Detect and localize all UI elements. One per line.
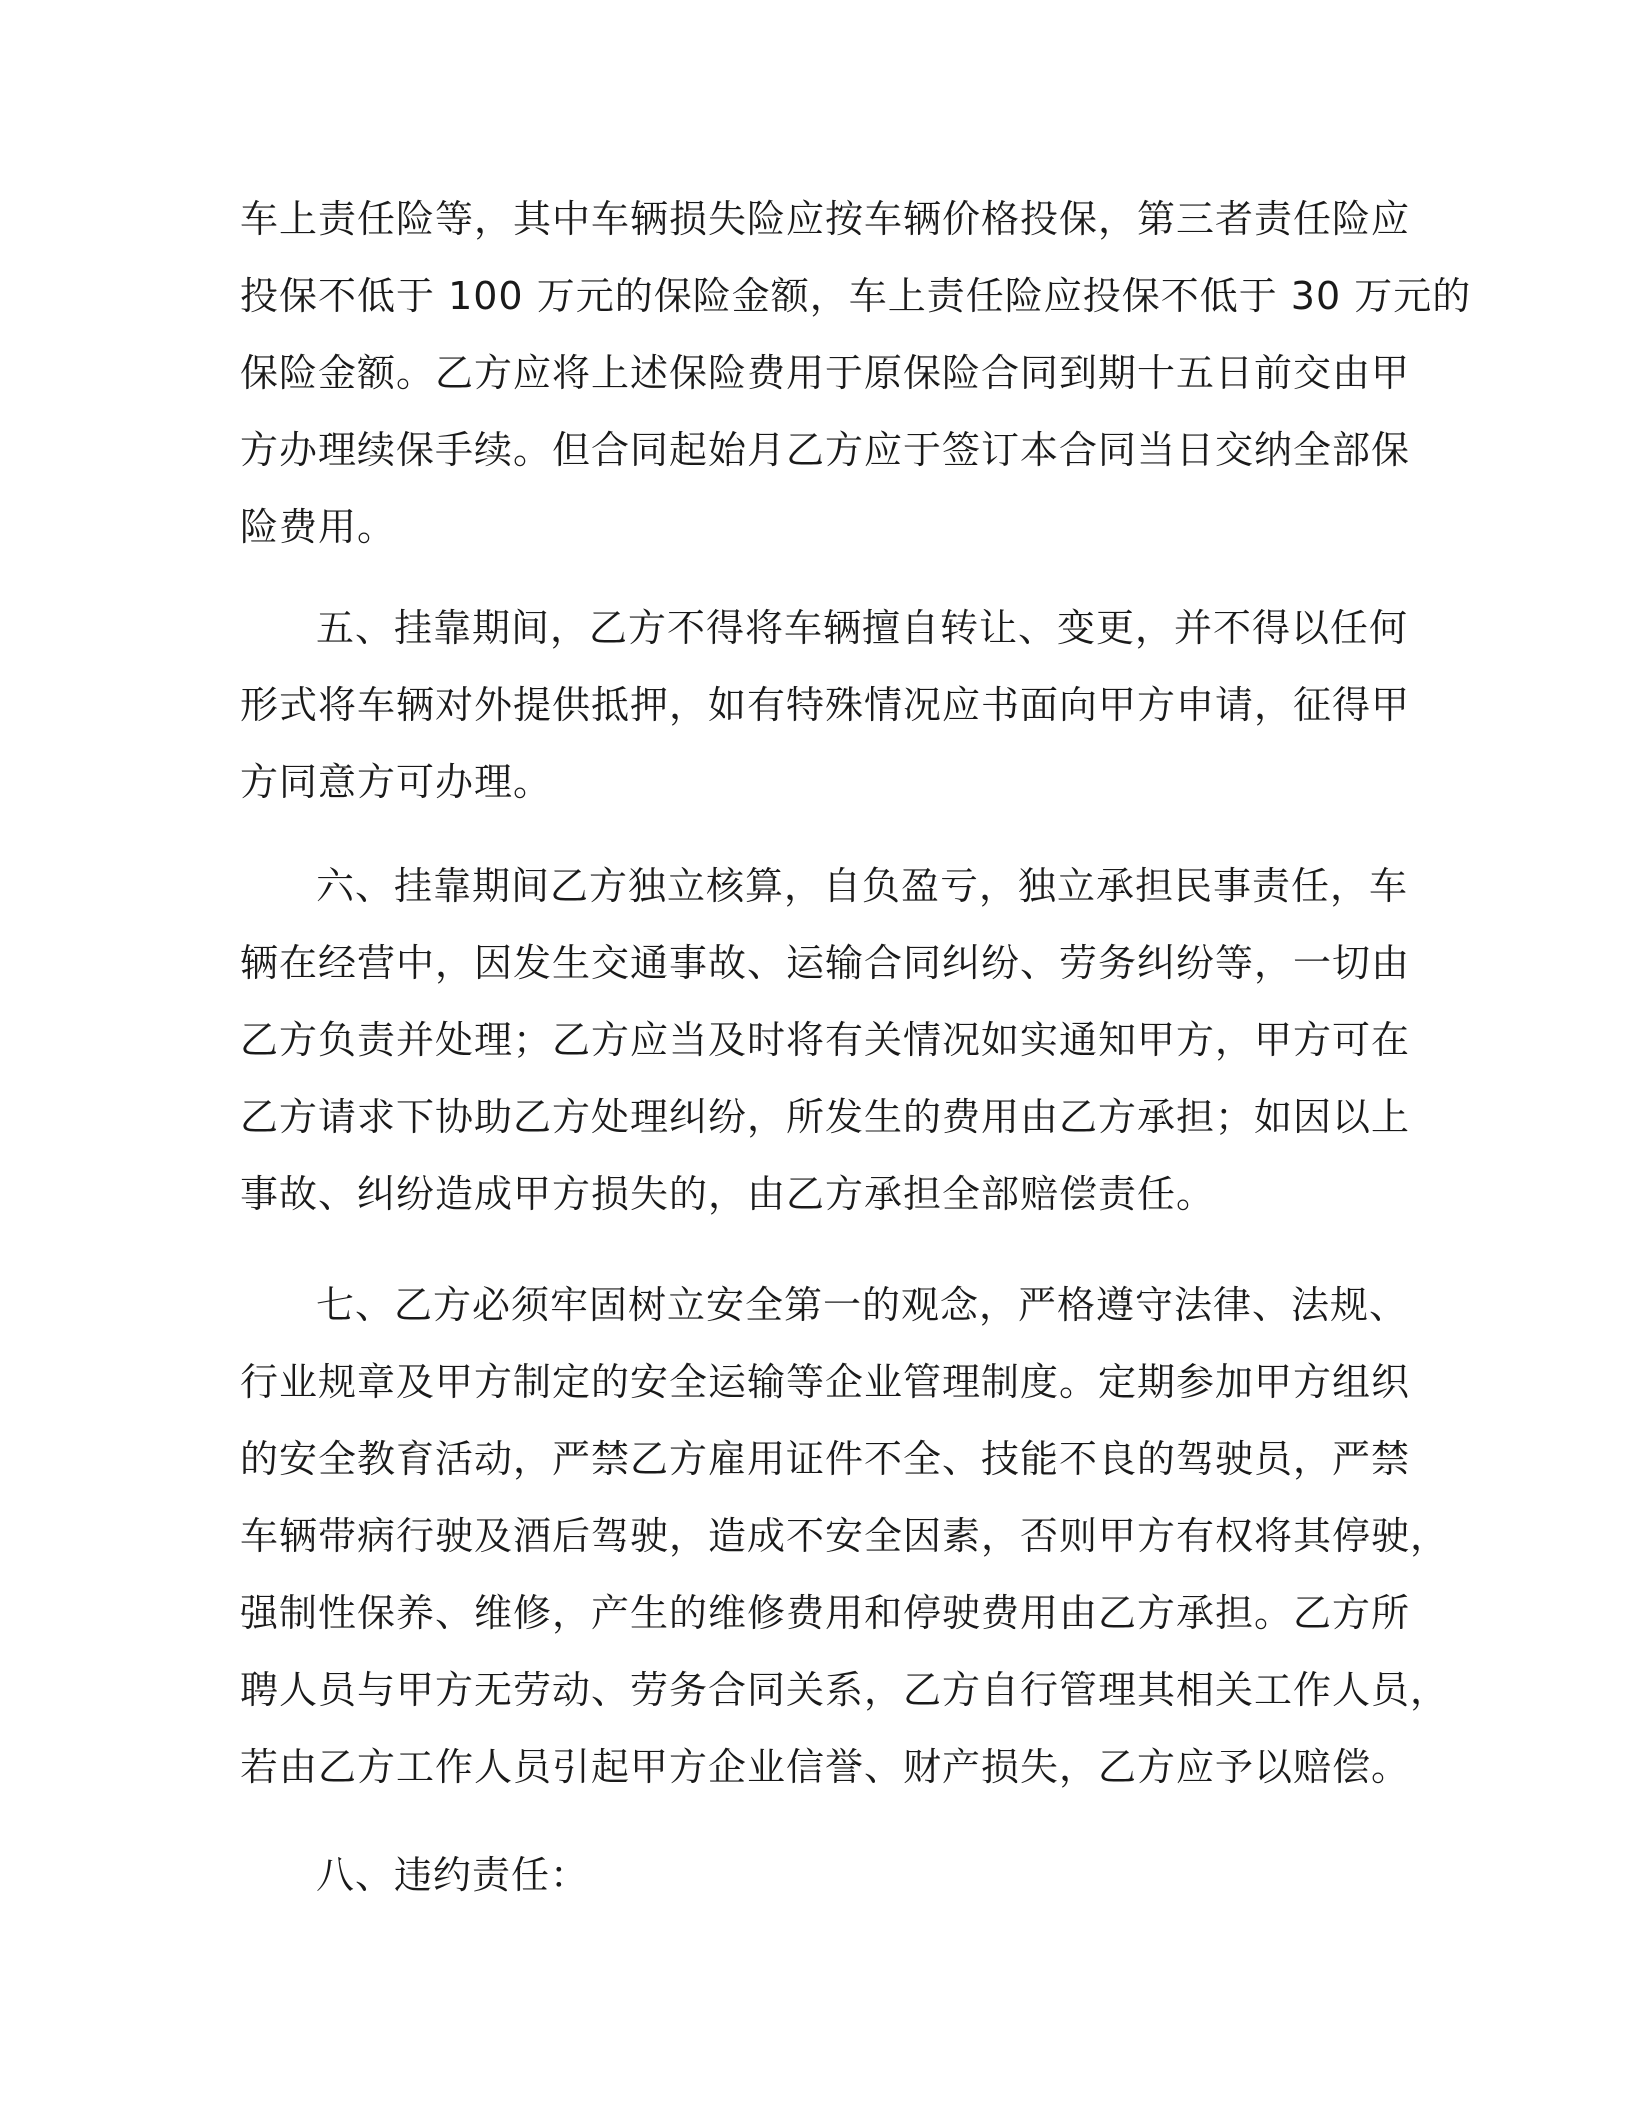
- text-line: 投保不低于 100 万元的保险金额，车上责任险应投保不低于 30 万元的: [240, 274, 1472, 318]
- text-line: 事故、纠纷造成甲方损失的，由乙方承担全部赔偿责任。: [240, 1172, 1216, 1216]
- text-line: 车上责任险等，其中车辆损失险应按车辆价格投保，第三者责任险应: [240, 197, 1411, 241]
- paragraph-clause-5: [240, 590, 1411, 821]
- text-line: 的安全教育活动，严禁乙方雇用证件不全、技能不良的驾驶员，严禁: [240, 1437, 1411, 1481]
- section-heading: 八、违约责任：: [316, 1853, 590, 1897]
- text-line: 聘人员与甲方无劳动、劳务合同关系，乙方自行管理其相关工作人员，: [240, 1668, 1450, 1712]
- text-line: 强制性保养、维修，产生的维修费用和停驶费用由乙方承担。乙方所: [240, 1591, 1411, 1635]
- paragraph-insurance-continued: [240, 181, 1472, 566]
- text-line: 险费用。: [240, 505, 397, 549]
- paragraph-clause-7: [240, 1267, 1450, 1806]
- paragraph-clause-8-heading: [240, 1837, 1400, 1914]
- text-line: 乙方负责并处理；乙方应当及时将有关情况如实通知甲方，甲方可在: [240, 1018, 1411, 1062]
- paragraph-clause-6: [240, 848, 1411, 1233]
- text-line: 五、挂靠期间，乙方不得将车辆擅自转让、变更，并不得以任何: [316, 606, 1409, 650]
- text-line: 辆在经营中，因发生交通事故、运输合同纠纷、劳务纠纷等，一切由: [240, 941, 1411, 985]
- text-line: 方同意方可办理。: [240, 760, 553, 804]
- text-line: 行业规章及甲方制定的安全运输等企业管理制度。定期参加甲方组织: [240, 1360, 1411, 1404]
- text-line: 七、乙方必须牢固树立安全第一的观念，严格遵守法律、法规、: [316, 1283, 1409, 1327]
- text-line: 方办理续保手续。但合同起始月乙方应于签订本合同当日交纳全部保: [240, 428, 1411, 472]
- text-line: 若由乙方工作人员引起甲方企业信誉、财产损失，乙方应予以赔偿。: [240, 1745, 1411, 1789]
- text-line: 六、挂靠期间乙方独立核算，自负盈亏，独立承担民事责任，车: [316, 864, 1409, 908]
- text-line: 车辆带病行驶及酒后驾驶，造成不安全因素，否则甲方有权将其停驶，: [240, 1514, 1450, 1558]
- text-line: 保险金额。乙方应将上述保险费用于原保险合同到期十五日前交由甲: [240, 351, 1411, 395]
- text-line: 乙方请求下协助乙方处理纠纷，所发生的费用由乙方承担；如因以上: [240, 1095, 1411, 1139]
- text-line: 形式将车辆对外提供抵押，如有特殊情况应书面向甲方申请，征得甲: [240, 683, 1411, 727]
